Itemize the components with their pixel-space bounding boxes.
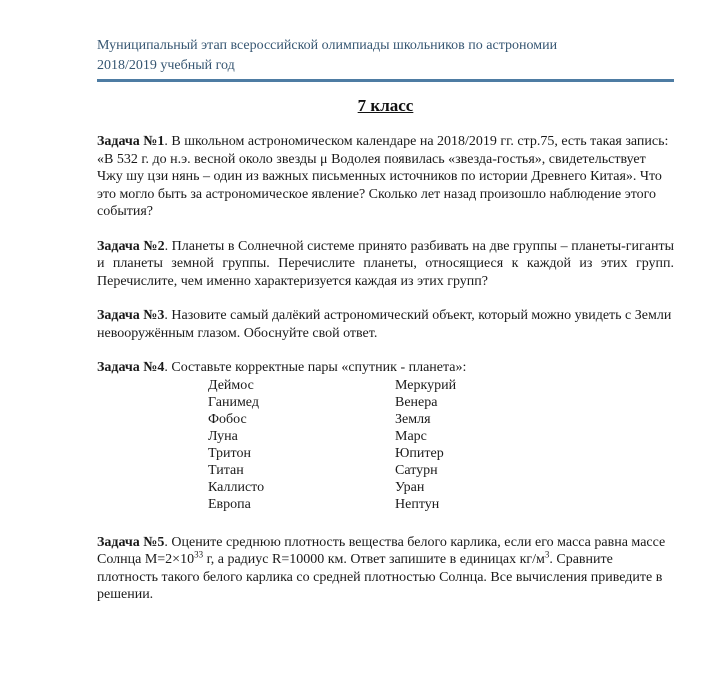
satellite-planet-pairs-list [208,377,674,513]
planet-name: Марс [395,428,427,444]
exponent-33: 33 [194,549,204,560]
task-5-text-part-2: г, а радиус R=10000 км. Ответ запишите в единицах кг/м [203,552,545,567]
task-4-paragraph [97,359,674,377]
document-header [97,36,674,82]
page-title: 7 класс [357,96,414,115]
satellite-name: Фобос [208,411,247,427]
planet-name: Уран [395,479,425,495]
pair-row [208,462,674,479]
task-4-text: . Составьте корректные пары «спутник - планета»: [164,360,467,375]
task-1-paragraph [97,133,674,221]
satellite-name: Деймос [208,377,254,393]
satellite-name: Луна [208,428,238,444]
pair-row [208,394,674,411]
task-5-paragraph [97,534,674,604]
planet-name: Сатурн [395,462,438,478]
task-2-paragraph [97,238,674,291]
task-3-label: Задача №3 [97,308,165,323]
satellite-name: Тритон [208,445,251,461]
satellite-name: Каллисто [208,479,265,495]
satellite-name: Ганимед [208,394,259,410]
pair-row [208,428,674,445]
task-2-label: Задача №2 [97,238,165,254]
task-4-label: Задача №4 [97,360,165,375]
pair-row [208,496,674,513]
satellite-name: Титан [208,462,244,478]
planet-name: Земля [395,411,431,427]
planet-name: Нептун [395,496,440,512]
planet-name: Венера [395,394,438,410]
pair-row [208,411,674,428]
task-5-text-part-1: . Оцените среднюю плотность вещества белого карлика, если его масса равна массе Солнца M=2×10 [97,534,666,567]
pair-row [208,377,674,394]
task-1-label: Задача №1 [97,134,165,149]
planet-name: Юпитер [395,445,444,461]
exponent-3: 3 [544,549,550,560]
task-5-label: Задача №5 [97,534,165,550]
task-5-text-part-3: . Сравните плотность такого белого карлика со средней плотностью Солнца. Все вычисления приведите в решении. [97,552,663,602]
pair-row [208,445,674,462]
satellite-name: Европа [208,496,251,512]
header-line-1: Муниципальный этап всероссийской олимпиады школьников по астрономии [97,38,558,53]
task-1-text: . В школьном астрономическом календаре на 2018/2019 гг. стр.75, есть такая запись: «В 532 г. до н.э. весной около звезды μ Водолея появилась «звезда-гостья», свидетельствует Чжу шу цзи нянь – один из важных письменных источников по истории Древнего Китая». Что это могло быть за астрономическое явление? Сколько лет назад произошло наблюдение этого события? [97,134,669,219]
task-3-paragraph [97,307,674,342]
planet-name: Меркурий [395,377,457,393]
header-line-2: 2018/2019 учебный год [97,58,235,73]
task-2-text: . Планеты в Солнечной системе принято разбивать на две группы – планеты-гиганты и планеты земной группы. Перечислите планеты, относящиеся к каждой из этих групп. Перечислите, чем именно характеризуется каждая из этих групп? [97,238,674,289]
task-3-text: . Назовите самый далёкий астрономический объект, который можно увидеть с Земли невооружённым глазом. Обоснуйте свой ответ. [97,308,672,341]
pair-row [208,479,674,496]
